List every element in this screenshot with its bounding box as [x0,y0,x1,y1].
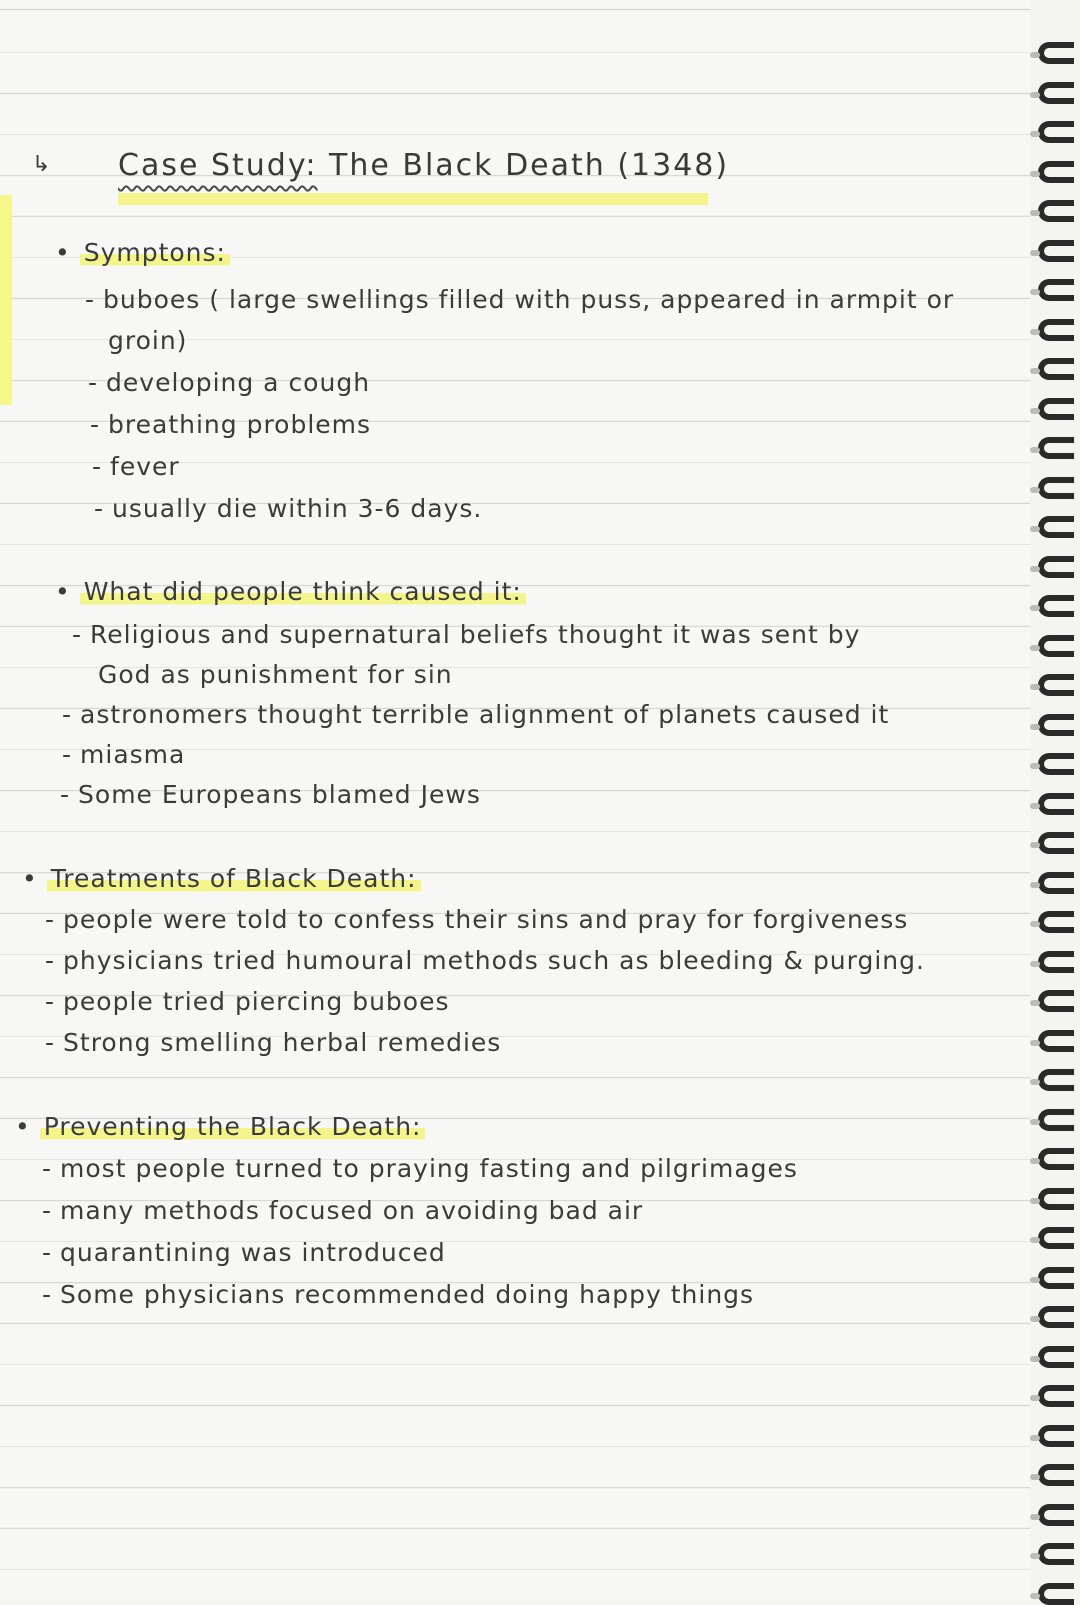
heading-text: What did people think caused it: [80,577,526,606]
list-item [42,1196,643,1225]
spiral-ring [1038,42,1074,64]
spiral-ring [1038,161,1074,183]
item-text: people tried piercing buboes [63,987,450,1016]
bullet-icon: • [55,577,71,606]
item-text: miasma [80,740,186,769]
page-title [118,148,729,183]
list-item [98,660,453,689]
heading-text: Treatments of Black Death: [47,864,421,893]
spiral-ring [1038,1030,1074,1052]
spiral-binding [1030,0,1080,1601]
list-item [85,285,954,314]
spiral-ring [1038,1069,1074,1091]
spiral-ring [1038,240,1074,262]
spiral-ring [1038,556,1074,578]
dash-icon: - [45,987,56,1016]
dash-icon: - [45,905,56,934]
dash-icon: - [72,620,83,649]
spiral-ring [1038,1306,1074,1328]
dash-icon: - [42,1154,53,1183]
list-item [62,700,889,729]
dash-icon: - [94,494,105,523]
item-text: Strong smelling herbal remedies [63,1028,502,1057]
list-item [60,780,481,809]
spiral-ring [1038,635,1074,657]
list-item [42,1154,798,1183]
list-item [45,1028,501,1057]
title-topic: The Black Death (1348) [329,148,730,183]
spiral-ring [1038,516,1074,538]
item-text: Religious and supernatural beliefs thought it was sent by [90,620,861,649]
spiral-ring [1038,832,1074,854]
list-item [92,452,180,481]
dash-icon: - [45,946,56,975]
item-text: buboes ( large swellings filled with puss, appeared in armpit or [103,285,955,314]
section-heading-treatments [22,864,421,893]
spiral-ring [1038,279,1074,301]
spiral-ring [1038,1504,1074,1526]
dash-icon: - [92,452,103,481]
list-item [45,946,925,975]
item-text: God as punishment for sin [98,660,453,689]
dash-icon: - [90,410,101,439]
heading-text: Preventing the Black Death: [40,1112,426,1141]
spiral-ring [1038,200,1074,222]
spiral-ring [1038,319,1074,341]
spiral-ring [1038,477,1074,499]
list-item [88,368,370,397]
dash-icon: - [60,780,71,809]
spiral-ring [1038,1425,1074,1447]
spiral-ring [1038,82,1074,104]
item-text: developing a cough [106,368,371,397]
list-item [94,494,482,523]
list-item [42,1280,754,1309]
dash-icon: - [62,700,73,729]
spiral-ring [1038,714,1074,736]
dash-icon: - [42,1280,53,1309]
dash-icon: - [85,285,96,314]
spiral-ring [1038,595,1074,617]
spiral-ring [1038,1227,1074,1249]
dash-icon: - [42,1238,53,1267]
list-item [42,1238,446,1267]
item-text: Some Europeans blamed Jews [78,780,481,809]
title-highlight [118,193,708,205]
list-item [45,905,908,934]
item-text: many methods focused on avoiding bad air [60,1196,644,1225]
item-text: most people turned to praying fasting and pilgrimages [60,1154,798,1183]
spiral-ring [1038,1267,1074,1289]
item-text: physicians tried humoural methods such as bleeding & purging. [63,946,925,975]
title-prefix: Case Study: [118,148,318,183]
heading-text: Symptons: [80,238,230,267]
item-text: usually die within 3-6 days. [112,494,483,523]
spiral-ring [1038,872,1074,894]
spiral-ring [1038,437,1074,459]
dash-icon: - [42,1196,53,1225]
spiral-ring [1038,951,1074,973]
arrow-icon: ↳ [32,152,51,177]
section-heading-prevention [15,1112,425,1141]
spiral-ring [1038,674,1074,696]
spiral-ring [1038,358,1074,380]
list-item [45,987,450,1016]
bullet-icon: • [22,864,38,893]
bullet-icon: • [55,238,71,267]
spiral-ring [1038,753,1074,775]
spiral-ring [1038,1464,1074,1486]
dash-icon: - [45,1028,56,1057]
section-heading-causes [55,577,526,606]
section-heading-symptoms [55,238,230,267]
dash-icon: - [88,368,99,397]
spiral-ring [1038,398,1074,420]
item-text: quarantining was introduced [60,1238,446,1267]
spiral-ring [1038,1346,1074,1368]
spiral-ring [1038,1385,1074,1407]
spiral-ring [1038,121,1074,143]
item-text: groin) [108,326,188,355]
item-text: fever [110,452,180,481]
spiral-ring [1038,990,1074,1012]
spiral-ring [1038,1543,1074,1565]
item-text: breathing problems [108,410,372,439]
spiral-ring [1038,1188,1074,1210]
margin-highlight [0,195,12,405]
item-text: astronomers thought terrible alignment of planets caused it [80,700,890,729]
list-item [108,326,187,355]
list-item [72,620,860,649]
spiral-ring [1038,793,1074,815]
bullet-icon: • [15,1112,31,1141]
spiral-ring [1038,1109,1074,1131]
list-item [90,410,371,439]
dash-icon: - [62,740,73,769]
spiral-ring [1038,1148,1074,1170]
item-text: people were told to confess their sins and pray for forgiveness [63,905,909,934]
list-item [62,740,185,769]
spiral-ring [1038,911,1074,933]
item-text: Some physicians recommended doing happy things [60,1280,755,1309]
spiral-ring [1038,1583,1074,1605]
